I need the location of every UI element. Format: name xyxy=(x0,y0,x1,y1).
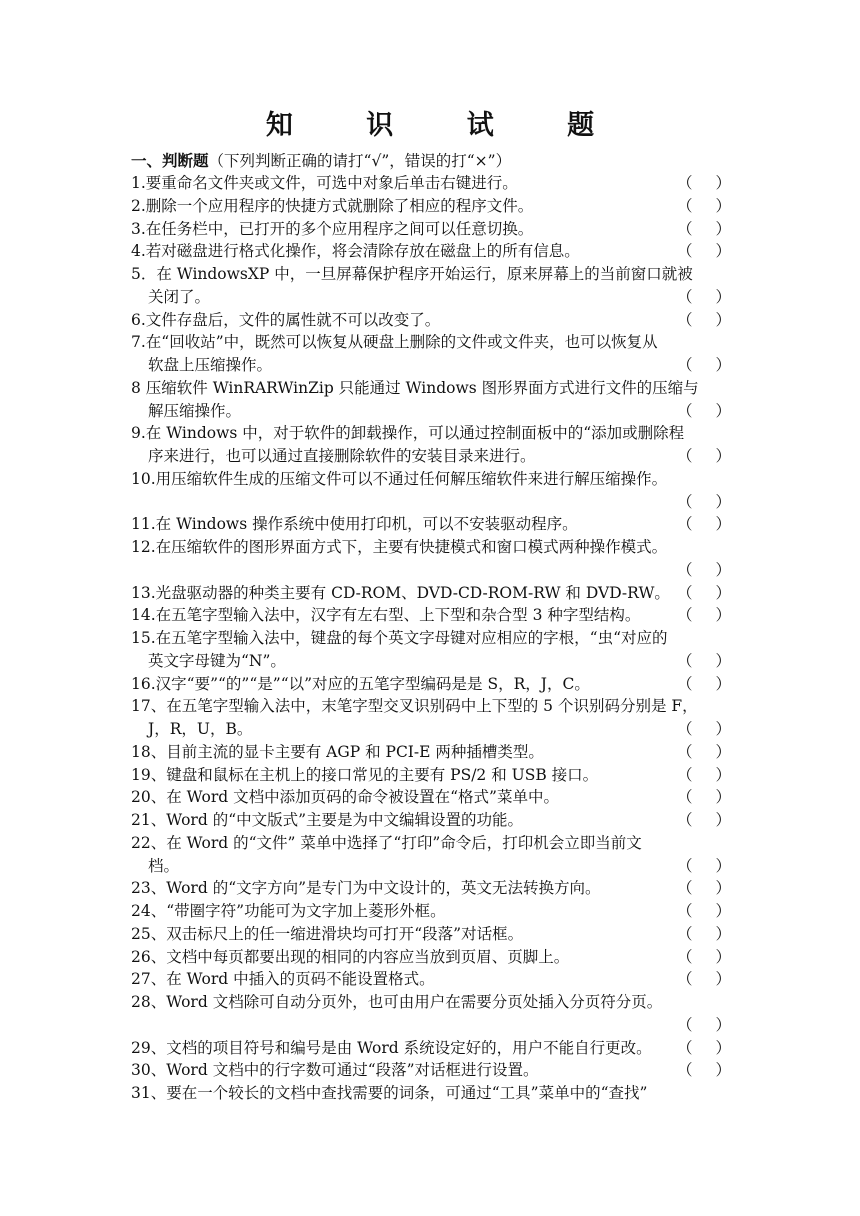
paren-close: ） xyxy=(715,651,731,670)
question-line: 25、双击标尺上的任一缩进滑块均可打开“段落”对话框。 xyxy=(131,924,524,943)
question-line: 28、Word 文档除可自动分页外，也可由用户在需要分页处插入分页符分页。 xyxy=(131,993,663,1011)
paren-close: ） xyxy=(715,720,731,738)
paren-open: （ xyxy=(677,606,693,625)
paren-open: （ xyxy=(677,242,693,261)
answer-blank xyxy=(677,218,731,241)
paren-open: （ xyxy=(677,947,693,966)
question-line: 12.在压缩软件的图形界面方式下，主要有快捷模式和窗口模式两种操作模式。 xyxy=(131,538,668,556)
paren-open: （ xyxy=(677,447,693,465)
answer-blank xyxy=(677,604,731,627)
question-line: 3.在任务栏中，已打开的多个应用程序之间可以任意切换。 xyxy=(131,219,534,238)
paren-close: ） xyxy=(715,1015,731,1034)
paren-close: ） xyxy=(715,674,731,693)
answer-blank xyxy=(677,1059,731,1082)
answer-blank xyxy=(677,400,731,423)
answer-blank xyxy=(677,1014,731,1037)
paren-open: （ xyxy=(677,1061,693,1080)
paren-close: ） xyxy=(715,560,731,579)
question-line: 23、Word 的“文字方向”是专门为中文设计的，英文无法转换方向。 xyxy=(131,879,601,898)
question-line: 13.光盘驱动器的种类主要有 CD-ROM、DVD-CD-ROM-RW 和 DVD-RW。 xyxy=(131,583,670,602)
paren-open: （ xyxy=(677,902,693,920)
question-line: 8 压缩软件 WinRARWinZip 只能通过 Windows 图形界面方式进行文件的压缩与 xyxy=(131,378,699,397)
section-heading xyxy=(131,151,731,171)
paren-close: ） xyxy=(715,902,731,920)
paren-open: （ xyxy=(677,924,693,943)
answer-blank xyxy=(677,195,731,218)
answer-blank xyxy=(677,354,731,377)
answer-blank xyxy=(677,877,731,900)
paren-close: ） xyxy=(715,947,731,966)
answer-blank xyxy=(677,855,731,878)
answer-blank xyxy=(677,582,731,605)
question-line: 5．在 WindowsXP 中，一旦屏幕保护程序开始运行，原来屏幕上的当前窗口就被 xyxy=(131,265,693,283)
paren-close: ） xyxy=(715,924,731,943)
question-line: 29、文档的项目符号和编号是由 Word 系统设定好的，用户不能自行更改。 xyxy=(131,1038,652,1057)
paren-close: ） xyxy=(715,879,731,898)
paren-open: （ xyxy=(677,219,693,238)
question-line: 17、在五笔字型输入法中，末笔字型交叉识别码中上下型的 5 个识别码分别是 F， xyxy=(131,697,698,716)
question-line: 软盘上压缩操作。 xyxy=(148,356,273,374)
section-note: （下列判断正确的请打“√”，错误的打“×”） xyxy=(208,152,512,170)
page-title: 知 识 试 题 xyxy=(265,110,627,141)
paren-open: （ xyxy=(677,765,693,784)
answer-blank xyxy=(677,900,731,923)
question-line: 11.在 Windows 操作系统中使用打印机，可以不安装驱动程序。 xyxy=(131,515,578,534)
question-line: 解压缩操作。 xyxy=(148,401,242,420)
question-line: 英文字母键为“N”。 xyxy=(148,651,286,670)
question-line: 14.在五笔字型输入法中，汉字有左右型、上下型和杂合型 3 种字型结构。 xyxy=(131,606,641,625)
section-label: 一、判断题 xyxy=(131,151,209,170)
paren-open: （ xyxy=(677,401,693,420)
paren-close: ） xyxy=(715,287,731,306)
question-line: 7.在“回收站”中，既然可以恢复从硬盘上删除的文件或文件夹，也可以恢复从 xyxy=(131,333,658,352)
question-line: 9.在 Windows 中，对于软件的卸载操作，可以通过控制面板中的“添加或删除程 xyxy=(131,424,685,443)
paren-open: （ xyxy=(677,492,693,511)
question-line: 10.用压缩软件生成的压缩文件可以不通过任何解压缩软件来进行解压缩操作。 xyxy=(131,469,668,488)
answer-blank xyxy=(677,786,731,809)
paren-open: （ xyxy=(677,356,693,374)
paren-close: ） xyxy=(715,515,731,534)
question-line: J，R，U，B。 xyxy=(148,720,253,738)
paren-close: ） xyxy=(715,742,731,761)
paren-open: （ xyxy=(677,674,693,693)
answer-blank xyxy=(677,513,731,536)
answer-blank xyxy=(677,559,731,582)
paren-close: ） xyxy=(715,583,731,602)
question-line: 关闭了。 xyxy=(148,287,211,306)
answer-blank xyxy=(677,809,731,832)
question-line: 档。 xyxy=(148,856,180,875)
question-line: 19、键盘和鼠标在主机上的接口常见的主要有 PS/2 和 USB 接口。 xyxy=(131,765,599,784)
question-line: 22、在 Word 的“文件” 菜单中选择了“打印”命令后，打印机会立即当前文 xyxy=(131,833,642,852)
question-line xyxy=(131,559,731,582)
paren-open: （ xyxy=(677,583,693,602)
answer-blank xyxy=(677,309,731,332)
paren-close: ） xyxy=(715,606,731,625)
paren-open: （ xyxy=(677,560,693,579)
answer-blank xyxy=(677,764,731,787)
paren-open: （ xyxy=(677,196,693,215)
paren-open: （ xyxy=(677,856,693,875)
paren-close: ） xyxy=(715,811,731,829)
paren-close: ） xyxy=(715,196,731,215)
answer-blank xyxy=(677,741,731,764)
paren-open: （ xyxy=(677,788,693,807)
paren-open: （ xyxy=(677,1038,693,1057)
answer-blank xyxy=(677,718,731,741)
paren-close: ） xyxy=(715,447,731,465)
question-line: 31、要在一个较长的文档中查找需要的词条，可通过“工具”菜单中的“查找” xyxy=(131,1084,648,1102)
answer-blank xyxy=(677,968,731,991)
paren-close: ） xyxy=(715,856,731,875)
paren-open: （ xyxy=(677,720,693,738)
paren-open: （ xyxy=(677,811,693,829)
question-line xyxy=(131,491,731,514)
paren-open: （ xyxy=(677,515,693,534)
answer-blank xyxy=(677,923,731,946)
paren-open: （ xyxy=(677,879,693,898)
question-line: 4.若对磁盘进行格式化操作，将会清除存放在磁盘上的所有信息。 xyxy=(131,242,580,261)
paren-close: ） xyxy=(715,401,731,420)
question-line: 20、在 Word 文档中添加页码的命令被设置在“格式”菜单中。 xyxy=(131,788,559,807)
question-line: 26、文档中每页都要出现的相同的内容应当放到页眉、页脚上。 xyxy=(131,947,570,966)
paren-close: ） xyxy=(715,788,731,807)
answer-blank xyxy=(677,172,731,195)
answer-blank xyxy=(677,946,731,969)
paren-open: （ xyxy=(677,287,693,306)
paren-close: ） xyxy=(715,970,731,989)
paren-close: ） xyxy=(715,765,731,784)
question-line: 18、目前主流的显卡主要有 AGP 和 PCI-E 两种插槽类型。 xyxy=(131,742,544,761)
question-line: 2.删除一个应用程序的快捷方式就删除了相应的程序文件。 xyxy=(131,196,534,215)
question-line: 27、在 Word 中插入的页码不能设置格式。 xyxy=(131,970,435,989)
answer-blank xyxy=(677,491,731,514)
answer-blank xyxy=(677,1037,731,1060)
question-line: 24、“带圈字符”功能可为文字加上菱形外框。 xyxy=(131,902,446,920)
paren-open: （ xyxy=(677,174,693,192)
question-line: 15.在五笔字型输入法中，键盘的每个英文字母键对应相应的字根，“虫“对应的 xyxy=(131,629,668,647)
paren-close: ） xyxy=(715,492,731,511)
paren-close: ） xyxy=(715,1038,731,1057)
question-line: 6.文件存盘后，文件的属性就不可以改变了。 xyxy=(131,310,441,329)
paren-open: （ xyxy=(677,1015,693,1034)
paren-close: ） xyxy=(715,356,731,374)
answer-blank xyxy=(677,240,731,263)
paren-close: ） xyxy=(715,174,731,192)
question-line xyxy=(131,1014,731,1037)
paren-open: （ xyxy=(677,742,693,761)
answer-blank xyxy=(677,650,731,673)
paren-close: ） xyxy=(715,1061,731,1080)
question-line: 30、Word 文档中的行字数可通过“段落”对话框进行设置。 xyxy=(131,1061,539,1080)
answer-blank xyxy=(677,673,731,696)
question-line: 序来进行，也可以通过直接删除软件的安装目录来进行。 xyxy=(148,447,536,465)
paren-open: （ xyxy=(677,651,693,670)
question-line: 16.汉字“要”“的”“是”“以”对应的五笔字型编码是是 S，R，J，C。 xyxy=(131,674,590,693)
answer-blank xyxy=(677,286,731,309)
paren-close: ） xyxy=(715,242,731,261)
paren-close: ） xyxy=(715,310,731,329)
paren-open: （ xyxy=(677,310,693,329)
question-line: 1.要重命名文件夹或文件，可选中对象后单击右键进行。 xyxy=(131,174,518,192)
paren-close: ） xyxy=(715,219,731,238)
paren-open: （ xyxy=(677,970,693,989)
question-line: 21、Word 的“中文版式”主要是为中文编辑设置的功能。 xyxy=(131,811,524,829)
answer-blank xyxy=(677,445,731,468)
